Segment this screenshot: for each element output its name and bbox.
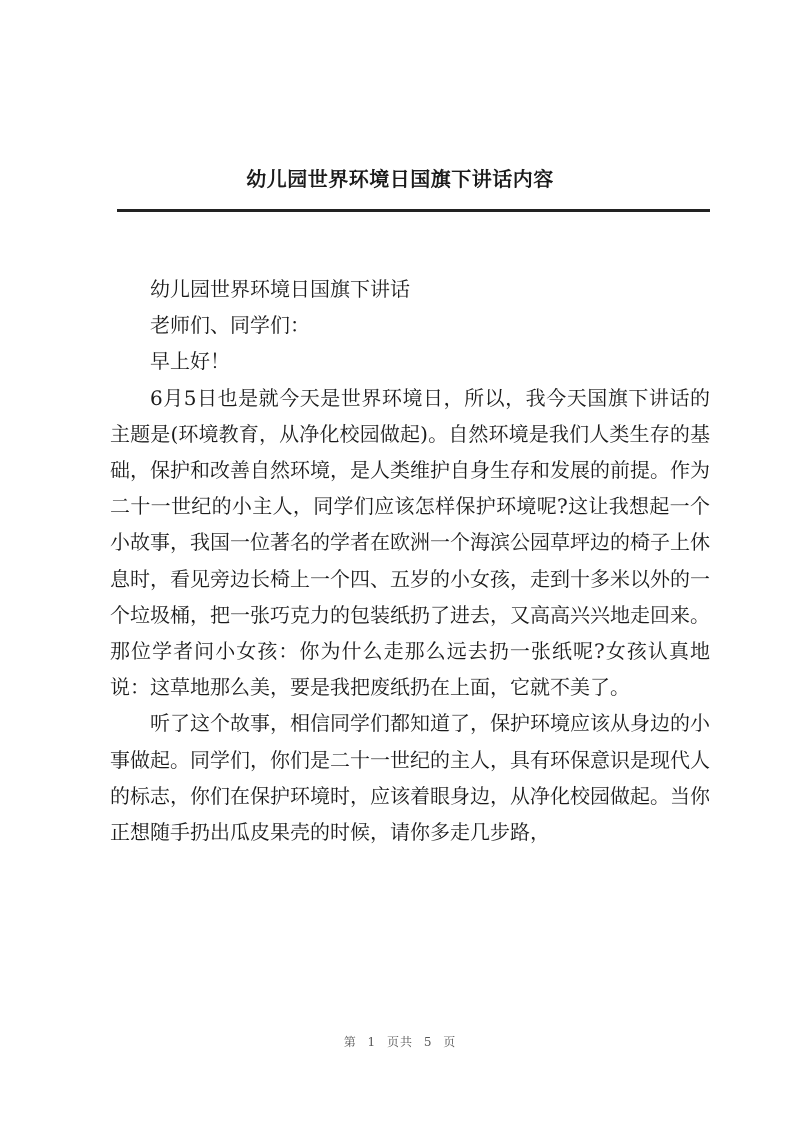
- document-body: [110, 271, 710, 850]
- title-divider: [117, 209, 710, 212]
- paragraph-story: 6月5日也是就今天是世界环境日，所以，我今天国旗下讲话的主题是(环境教育，从净化校园做起)。自然环境是我们人类生存的基础，保护和改善自然环境，是人类维护自身生存和发展的前提。作为二十一世纪的小主人，同学们应该怎样保护环境呢?这让我想起一个小故事，我国一位著名的学者在欧洲一个海滨公园草坪边的椅子上休息时，看见旁边长椅上一个四、五岁的小女孩，走到十多米以外的一个垃圾桶，把一张巧克力的包装纸扔了进去，又高高兴兴地走回来。那位学者问小女孩：你为什么走那么远去扔一张纸呢?女孩认真地说：这草地那么美，要是我把废纸扔在上面，它就不美了。: [110, 385, 710, 700]
- paragraph-conclusion: 听了这个故事，相信同学们都知道了，保护环境应该从身边的小事做起。同学们，你们是二十一世纪的主人，具有环保意识是现代人的标志，你们在保护环境时，应该着眼身边，从净化校园做起。当你正想随手扔出瓜皮果壳的时候，请你多走几步路，: [110, 711, 710, 845]
- paragraph-greeting: 早上好！: [150, 349, 230, 374]
- paragraph-salutation: 老师们、同学们：: [150, 313, 310, 338]
- document-title: 幼儿园世界环境日国旗下讲话内容: [246, 167, 554, 191]
- page-number-footer: 第 1 页共 5 页: [343, 1035, 457, 1049]
- paragraph-heading: 幼儿园世界环境日国旗下讲话: [150, 277, 410, 301]
